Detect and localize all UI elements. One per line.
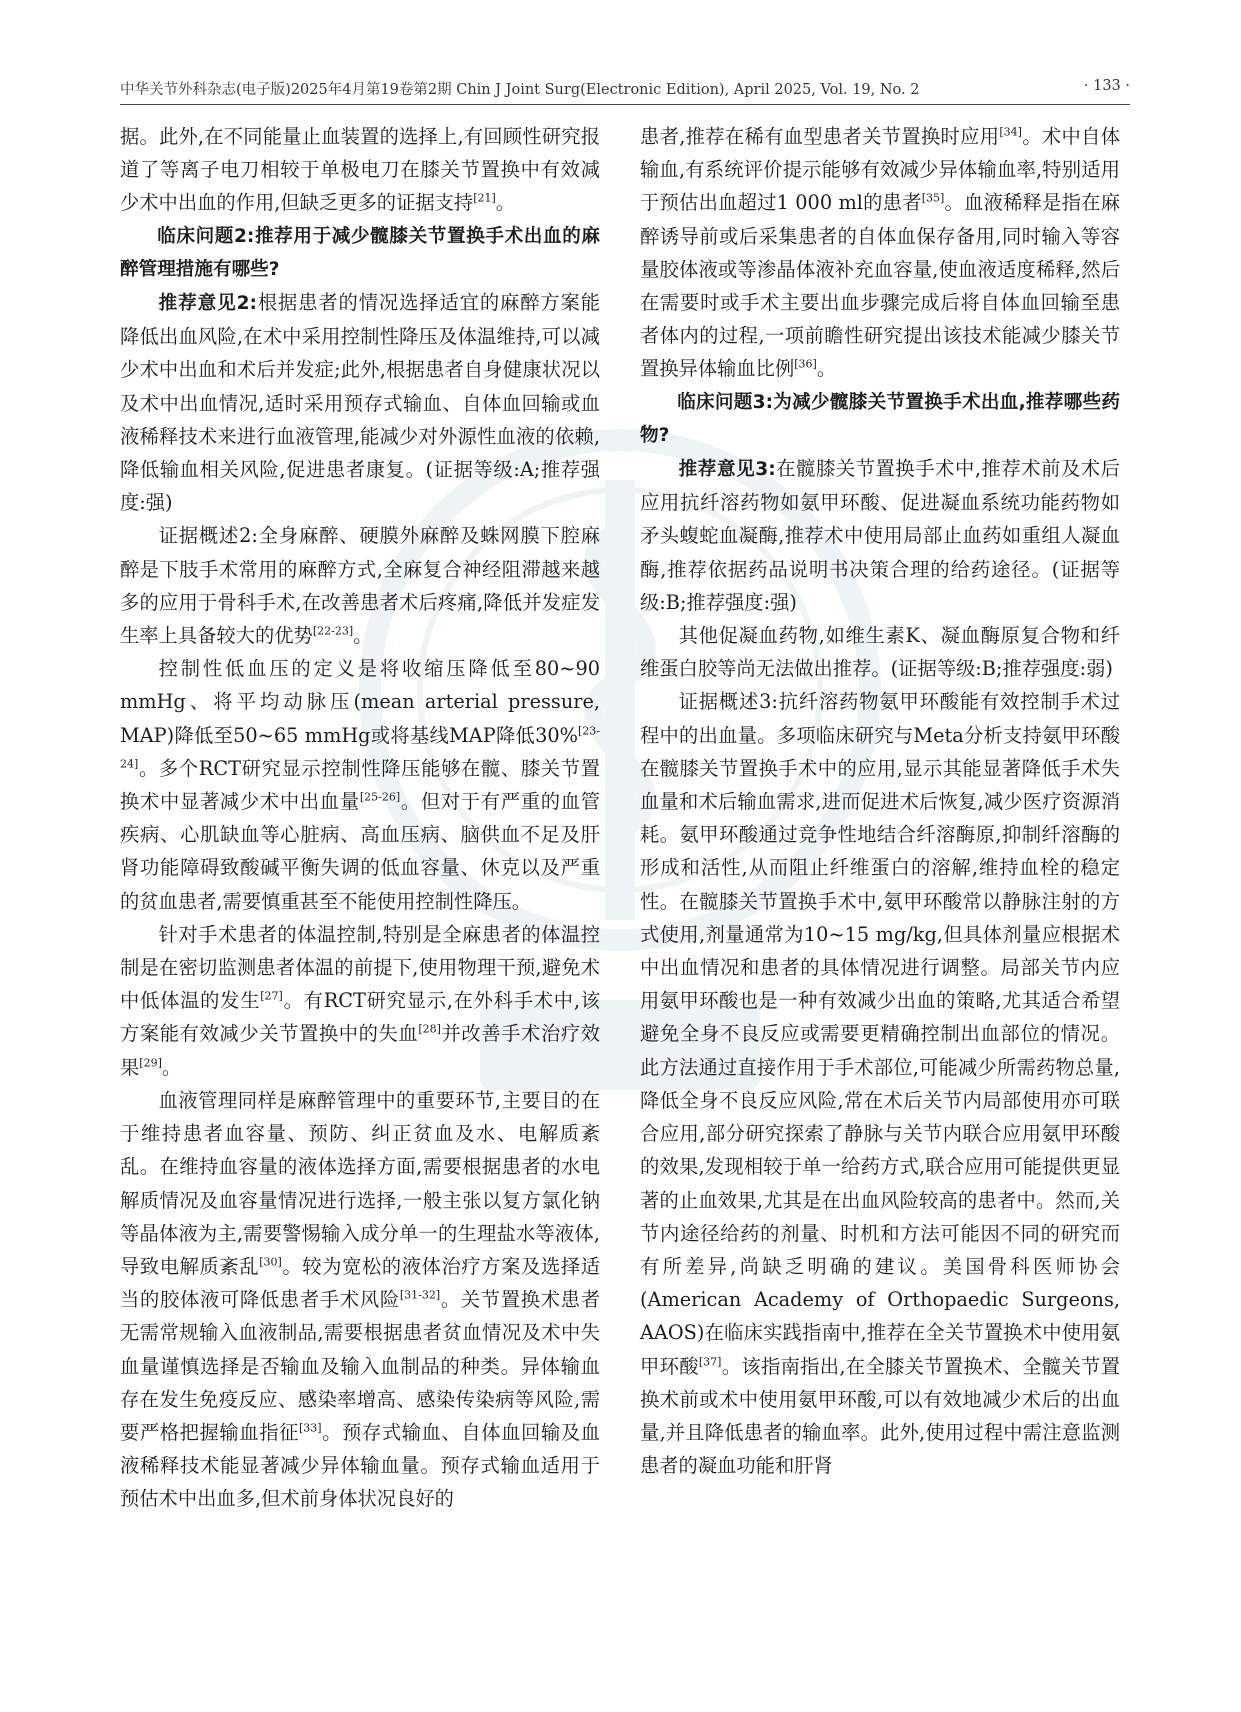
clinical-question-2: 临床问题2:推荐用于减少髋膝关节置换手术出血的麻醉管理措施有哪些? [120,225,600,280]
citation-ref[interactable]: [37] [698,1354,722,1368]
evidence-summary-2: 证据概述2:全身麻醉、硬膜外麻醉及蛛网膜下腔麻醉是下肢手术常用的麻醉方式,全麻复合神经阻滞越来越多的应用于骨科手术,在改善患者术后疼痛,降低并发症发生率上具备较大的优势[22-23]。 [120,524,600,648]
journal-citation: 中华关节外科杂志(电子版)2025年4月第19卷第2期 Chin J Joint Surg(Electronic Edition), April 2025, Vol. 19, No. 2 [120,82,920,98]
left-column [120,120,600,1516]
paragraph-continued: 据。此外,在不同能量止血装置的选择上,有回顾性研究报道了等离子电刀相较于单极电刀在膝关节置换中有效减少术中出血的作用,但缺乏更多的证据支持[21]。 [120,125,600,215]
evidence-summary-3: 证据概述3:抗纤溶药物氨甲环酸能有效控制手术过程中的出血量。多项临床研究与Meta分析支持氨甲环酸在髋膝关节置换手术中的应用,显示其能显著降低手术失血量和术后输血需求,进而促进术后恢复,减少医疗资源消耗。氨甲环酸通过竞争性地结合纤溶酶原,抑制纤溶酶的形成和活性,从而阻止纤维蛋白的溶解,维持血栓的稳定性。在髋膝关节置换手术中,氨甲环酸常以静脉注射的方式使用,剂量通常为10~15 mg/kg,但具体剂量应根据术中出血情况和患者的具体情况进行调整。局部关节内应用氨甲环酸也是一种有效减少出血的策略,尤其适合希望避免全身不良反应或需要更精确控制出血部位的情况。此方法通过直接作用于手术部位,可能减少所需药物总量,降低全身不良反应风险,常在术后关节内局部使用亦可联合应用,部分研究探索了静脉与关节内联合应用氨甲环酸的效果,发现相较于单一给药方式,联合应用可能提供更显著的止血效果,尤其是在出血风险较高的患者中。然而,关节内途径给药的剂量、时机和方法可能因不同的研究而有所差异,尚缺乏明确的建议。美国骨科医师协会(American Academy of Orthopaedic Surgeons, AAOS)在临床实践指南中,推荐在全关节置换术中使用氨甲环酸[37]。该指南指出,在全膝关节置换术、全髋关节置换术前或术中使用氨甲环酸,可以有效地减少术后的出血量,并且降低患者的输血率。此外,使用过程中需注意监测患者的凝血功能和肝肾 [640,690,1120,1478]
paragraph-blood-management: 血液管理同样是麻醉管理中的重要环节,主要目的在于维持患者血容量、预防、纠正贫血及水、电解质紊乱。在维持血容量的液体选择方面,需要根据患者的水电解质情况及血容量情况进行选择,一般主张以复方氯化钠等晶体液为主,需要警惕输入成分单一的生理盐水等液体,导致电解质紊乱[30]。较为宽松的液体治疗方案及选择适当的胶体液可降低患者手术风险[31-32]。关节置换术患者无需常规输入血液制品,需要根据患者贫血情况及术中失血量谨慎选择是否输血及输入血制品的种类。异体输血存在发生免疫反应、感染率增高、感染传染病等风险,需要严格把握输血指征[33]。预存式输血、自体血回输及血液稀释技术能显著减少异体输血量。预存式输血适用于预估术中出血多,但术前身体状况良好的 [120,1088,601,1511]
citation-ref[interactable]: [27] [260,989,283,1003]
recommendation-2-label: 推荐意见2: [158,293,257,315]
citation-ref[interactable]: [34] [999,125,1022,139]
right-column [640,120,1120,1482]
header-rule [120,104,1130,105]
paragraph-temperature-control: 针对手术患者的体温控制,特别是全麻患者的体温控制是在密切监测患者体温的前提下,使用物理干预,避免术中低体温的发生[27]。有RCT研究显示,在外科手术中,该方案能有效减少关节置换中的失血[28]并改善手术治疗效果[29]。 [120,922,601,1079]
recommendation-2: 推荐意见2:根据患者的情况选择适宜的麻醉方案能降低出血风险,在术中采用控制性降压及体温维持,可以减少术中出血和术后并发症;此外,根据患者自身健康状况以及术中出血情况,适时采用预存式输血、自体血回输或血液稀释技术来进行血液管理,能减少对外源性血液的依赖,降低输血相关风险,促进患者康复。(证据等级:A;推荐强度:强) [120,291,600,515]
citation-ref[interactable]: [21] [473,191,496,205]
paragraph-controlled-hypotension: 控制性低血压的定义是将收缩压降低至80~90 mmHg、将平均动脉压(mean arterial pressure, MAP)降低至50~65 mmHg或将基线MAP降低30%[23-24]。多个RCT研究显示控制性降压能够在髋、膝关节置换术中显著减少术中出血量[25-26]。但对于有严重的血管疾病、心肌缺血等心脏病、高血压病、脑供血不足及肝肾功能障碍致酸碱平衡失调的低血容量、休克以及严重的贫血患者,需要慎重甚至不能使用控制性降压。 [120,657,601,913]
citation-ref[interactable]: [22-23] [312,624,354,638]
citation-ref[interactable]: [30] [259,1255,282,1269]
paragraph-continued: 患者,推荐在稀有血型患者关节置换时应用[34]。术中自体输血,有系统评价提示能够有效减少异体输血率,特别适用于预估出血超过1 000 ml的患者[35]。血液稀释是指在麻醉诱导前或后采集患者的自体血保存备用,同时输入等容量胶体液或等渗晶体液补充血容量,使血液适度稀释,然后在需要时或手术主要出血步骤完成后将自体血回输至患者体内的过程,一项前瞻性研究提出该技术能减少膝关节置换异体输血比例[36]。 [640,125,1121,381]
citation-ref[interactable]: [33] [298,1421,322,1435]
citation-ref[interactable]: [25-26] [359,790,401,804]
citation-ref[interactable]: [28] [418,1022,441,1036]
page-number: · 133 · [1083,78,1130,94]
recommendation-3-label: 推荐意见3: [678,459,776,481]
citation-ref[interactable]: [31-32] [399,1288,441,1302]
citation-ref[interactable]: [29] [139,1056,162,1069]
running-header [120,78,1130,102]
clinical-question-3: 临床问题3:为减少髋膝关节置换手术出血,推荐哪些药物? [640,391,1120,446]
citation-ref[interactable]: [23-24] [120,723,600,771]
citation-ref[interactable]: [35] [921,191,945,205]
citation-ref[interactable]: [36] [794,357,817,371]
recommendation-3: 推荐意见3:在髋膝关节置换手术中,推荐术前及术后应用抗纤溶药物如氨甲环酸、促进凝血系统功能药物如矛头蝮蛇血凝酶,推荐术中使用局部止血药如重组人凝血酶,推荐依据药品说明书决策合理的给药途径。(证据等级:B;推荐强度:强) [640,457,1120,614]
paragraph-other-agents: 其他促凝血药物,如维生素K、凝血酶原复合物和纤维蛋白胶等尚无法做出推荐。(证据等级:B;推荐强度:弱) [640,624,1120,681]
